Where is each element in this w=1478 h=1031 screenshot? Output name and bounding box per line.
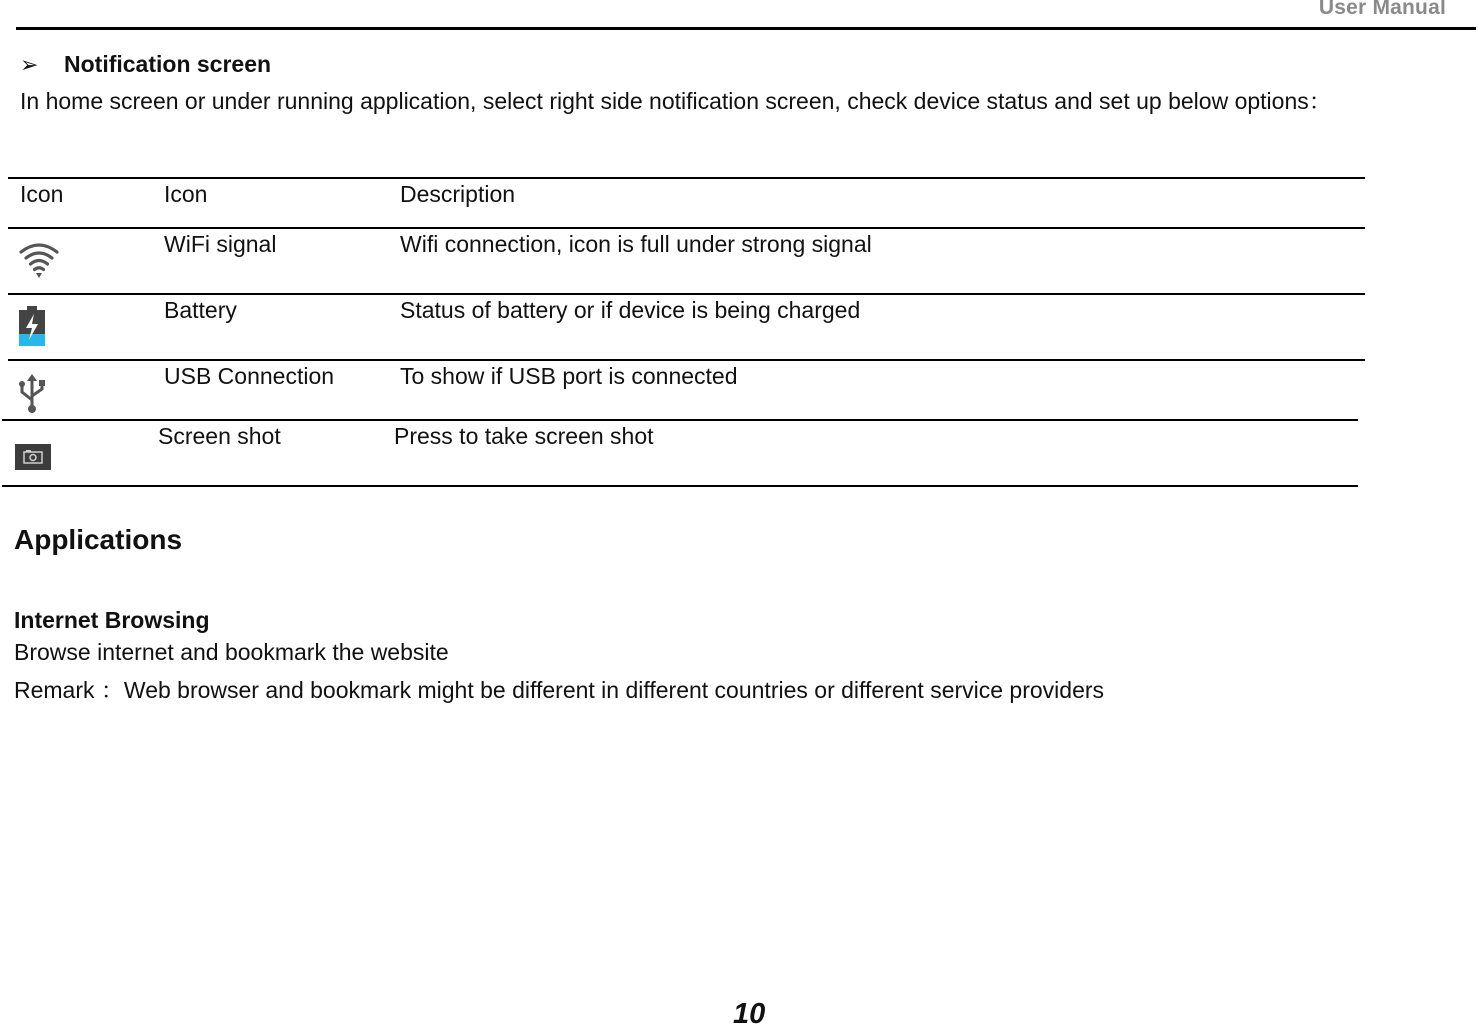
row-description: To show if USB port is connected <box>400 363 738 389</box>
row-description: Status of battery or if device is being charged <box>400 297 861 323</box>
page-number: 10 <box>733 998 766 1030</box>
row-name: Screen shot <box>158 423 281 449</box>
applications-heading: Applications <box>14 524 183 555</box>
row-name: Battery <box>164 297 237 323</box>
browse-text: Browse internet and bookmark the website <box>14 639 449 665</box>
table-header-description: Description <box>400 181 516 207</box>
table-rule <box>8 293 1365 295</box>
table-rule-bottom <box>2 485 1358 487</box>
intro-paragraph: In home screen or under running application, select right side notification screen, check device status and set up below options： <box>20 88 1332 114</box>
wifi-signal-icon <box>19 242 59 280</box>
table-rule-top <box>8 177 1365 179</box>
bullet-marker: ➢ <box>20 52 39 77</box>
header-title: User Manual <box>1318 0 1446 19</box>
table-rule <box>2 419 1358 421</box>
row-description: Press to take screen shot <box>394 423 654 449</box>
section-title: Notification screen <box>64 51 272 77</box>
internet-browsing-heading: Internet Browsing <box>14 607 210 633</box>
header-rule <box>16 27 1476 30</box>
table-header-icon: Icon <box>20 181 64 207</box>
battery-charging-icon <box>19 306 45 346</box>
table-rule <box>8 359 1365 361</box>
remark-text: Remark ：Web browser and bookmark might be different in different countries or different service providers <box>14 677 1105 703</box>
table-header-name: Icon <box>164 181 208 207</box>
row-name: WiFi signal <box>164 231 277 257</box>
usb-icon <box>17 372 47 414</box>
row-name: USB Connection <box>164 363 335 389</box>
screenshot-icon <box>15 444 51 470</box>
table-rule <box>8 227 1365 229</box>
row-description: Wifi connection, icon is full under strong signal <box>400 231 872 257</box>
